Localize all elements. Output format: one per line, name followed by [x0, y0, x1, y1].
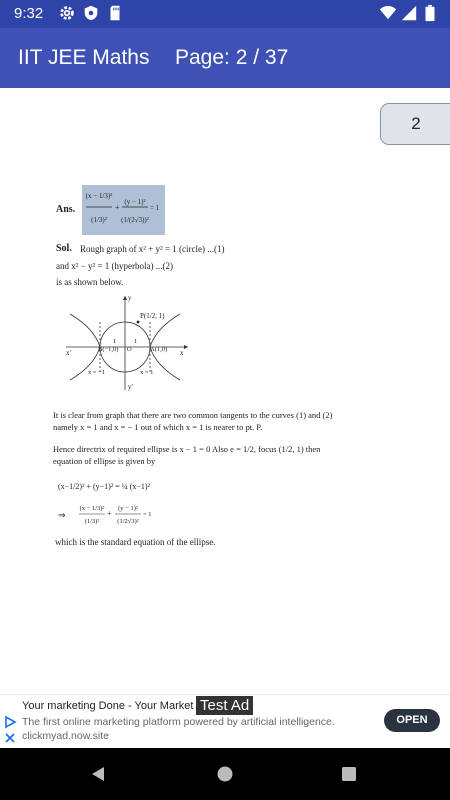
- eq2-den1: (1/3)²: [84, 518, 100, 525]
- point-a-label: A(1,0): [150, 346, 168, 353]
- ans-label: Ans.: [56, 204, 76, 215]
- para1-line2: namely x = 1 and x = − 1 out of which x = 1 is nearer to pt. P.: [53, 422, 263, 432]
- ans-num2: (y − 1)²: [124, 198, 146, 206]
- wifi-icon: [379, 4, 397, 22]
- navigation-bar: [0, 748, 450, 800]
- para1-line1: It is clear from graph that there are two common tangents to the curves (1) and (2): [53, 410, 333, 420]
- eq2-rhs: = 1: [143, 511, 152, 518]
- back-icon[interactable]: [89, 765, 107, 783]
- x-label-right: x: [180, 349, 184, 357]
- page-number: 2: [411, 114, 421, 133]
- shield-icon: [82, 4, 100, 22]
- ad-close-icon[interactable]: [3, 731, 17, 745]
- para2-line2: equation of ellipse is given by: [53, 456, 156, 466]
- eq2-den2: (1/2√3)²: [117, 518, 139, 525]
- rough-graph: [58, 292, 198, 394]
- battery-icon: [424, 4, 436, 22]
- eq2-num2: (y − 1)²: [118, 505, 138, 512]
- implies-arrow: ⇒: [58, 510, 66, 520]
- label-one-left: 1: [113, 338, 117, 345]
- point-p: [137, 321, 140, 324]
- sd-card-icon: [106, 4, 124, 22]
- ans-den1: (1/3)²: [91, 216, 107, 224]
- y-label-top: y: [128, 294, 132, 302]
- status-time: 9:32: [14, 5, 44, 22]
- origin-label: O: [127, 346, 132, 353]
- settings-icon: [58, 4, 76, 22]
- sol-label: Sol.: [56, 243, 72, 254]
- ans-num1: (x − 1/3)²: [85, 192, 113, 200]
- equation-2: [76, 500, 166, 530]
- page-indicator: Page: 2 / 37: [175, 46, 289, 69]
- point-p-label: P(1/2, 1): [140, 312, 165, 320]
- hyperbola-left-upper: [70, 314, 100, 347]
- sol-line1: Rough graph of x² + y² = 1 (circle) ...(1): [80, 244, 225, 254]
- sol-line2: and x² − y² = 1 (hyperbola) ...(2): [56, 261, 174, 271]
- recents-icon[interactable]: [340, 765, 358, 783]
- point-b-label: B(−1,0): [98, 346, 119, 353]
- ad-banner[interactable]: [0, 694, 450, 748]
- ad-description: The first online marketing platform powered by artificial intelligence.: [22, 716, 335, 728]
- svg-text:+: +: [115, 203, 120, 212]
- app-bar: [0, 28, 450, 88]
- signal-icon: [400, 4, 418, 22]
- status-bar: [0, 0, 450, 28]
- y-label-bottom: y': [128, 383, 133, 391]
- test-ad-tag: Test Ad: [196, 696, 253, 715]
- equation-1: (x−1/2)² + (y−1)² = ¼ (x−1)²: [58, 482, 150, 491]
- svg-text:+: +: [107, 509, 112, 518]
- x-label-left: x': [66, 349, 71, 357]
- line-left-label: x = −1: [88, 369, 106, 376]
- ad-open-button[interactable]: OPEN: [384, 709, 440, 732]
- ans-den2: (1/(2√3))²: [121, 216, 149, 224]
- answer-equation: [82, 185, 165, 235]
- conclusion-text: which is the standard equation of the ellipse.: [55, 537, 216, 547]
- ans-rhs: = 1: [150, 204, 160, 212]
- ad-url[interactable]: clickmyad.now.site: [22, 730, 109, 742]
- sol-line3: is as shown below.: [56, 277, 124, 287]
- line-right-label: x = 1: [140, 369, 154, 376]
- page-number-badge[interactable]: [380, 103, 450, 145]
- para2-line1: Hence directrix of required ellipse is x − 1 = 0 Also e = 1/2, focus (1/2, 1) then: [53, 444, 321, 454]
- eq2-num1: (x − 1/3)²: [79, 505, 105, 512]
- home-icon[interactable]: [216, 765, 234, 783]
- label-one-right: 1: [134, 338, 138, 345]
- ad-choices-icon[interactable]: [3, 715, 17, 729]
- ad-title[interactable]: Your marketing Done - Your Market: [22, 700, 194, 712]
- app-title: IIT JEE Maths: [18, 46, 150, 69]
